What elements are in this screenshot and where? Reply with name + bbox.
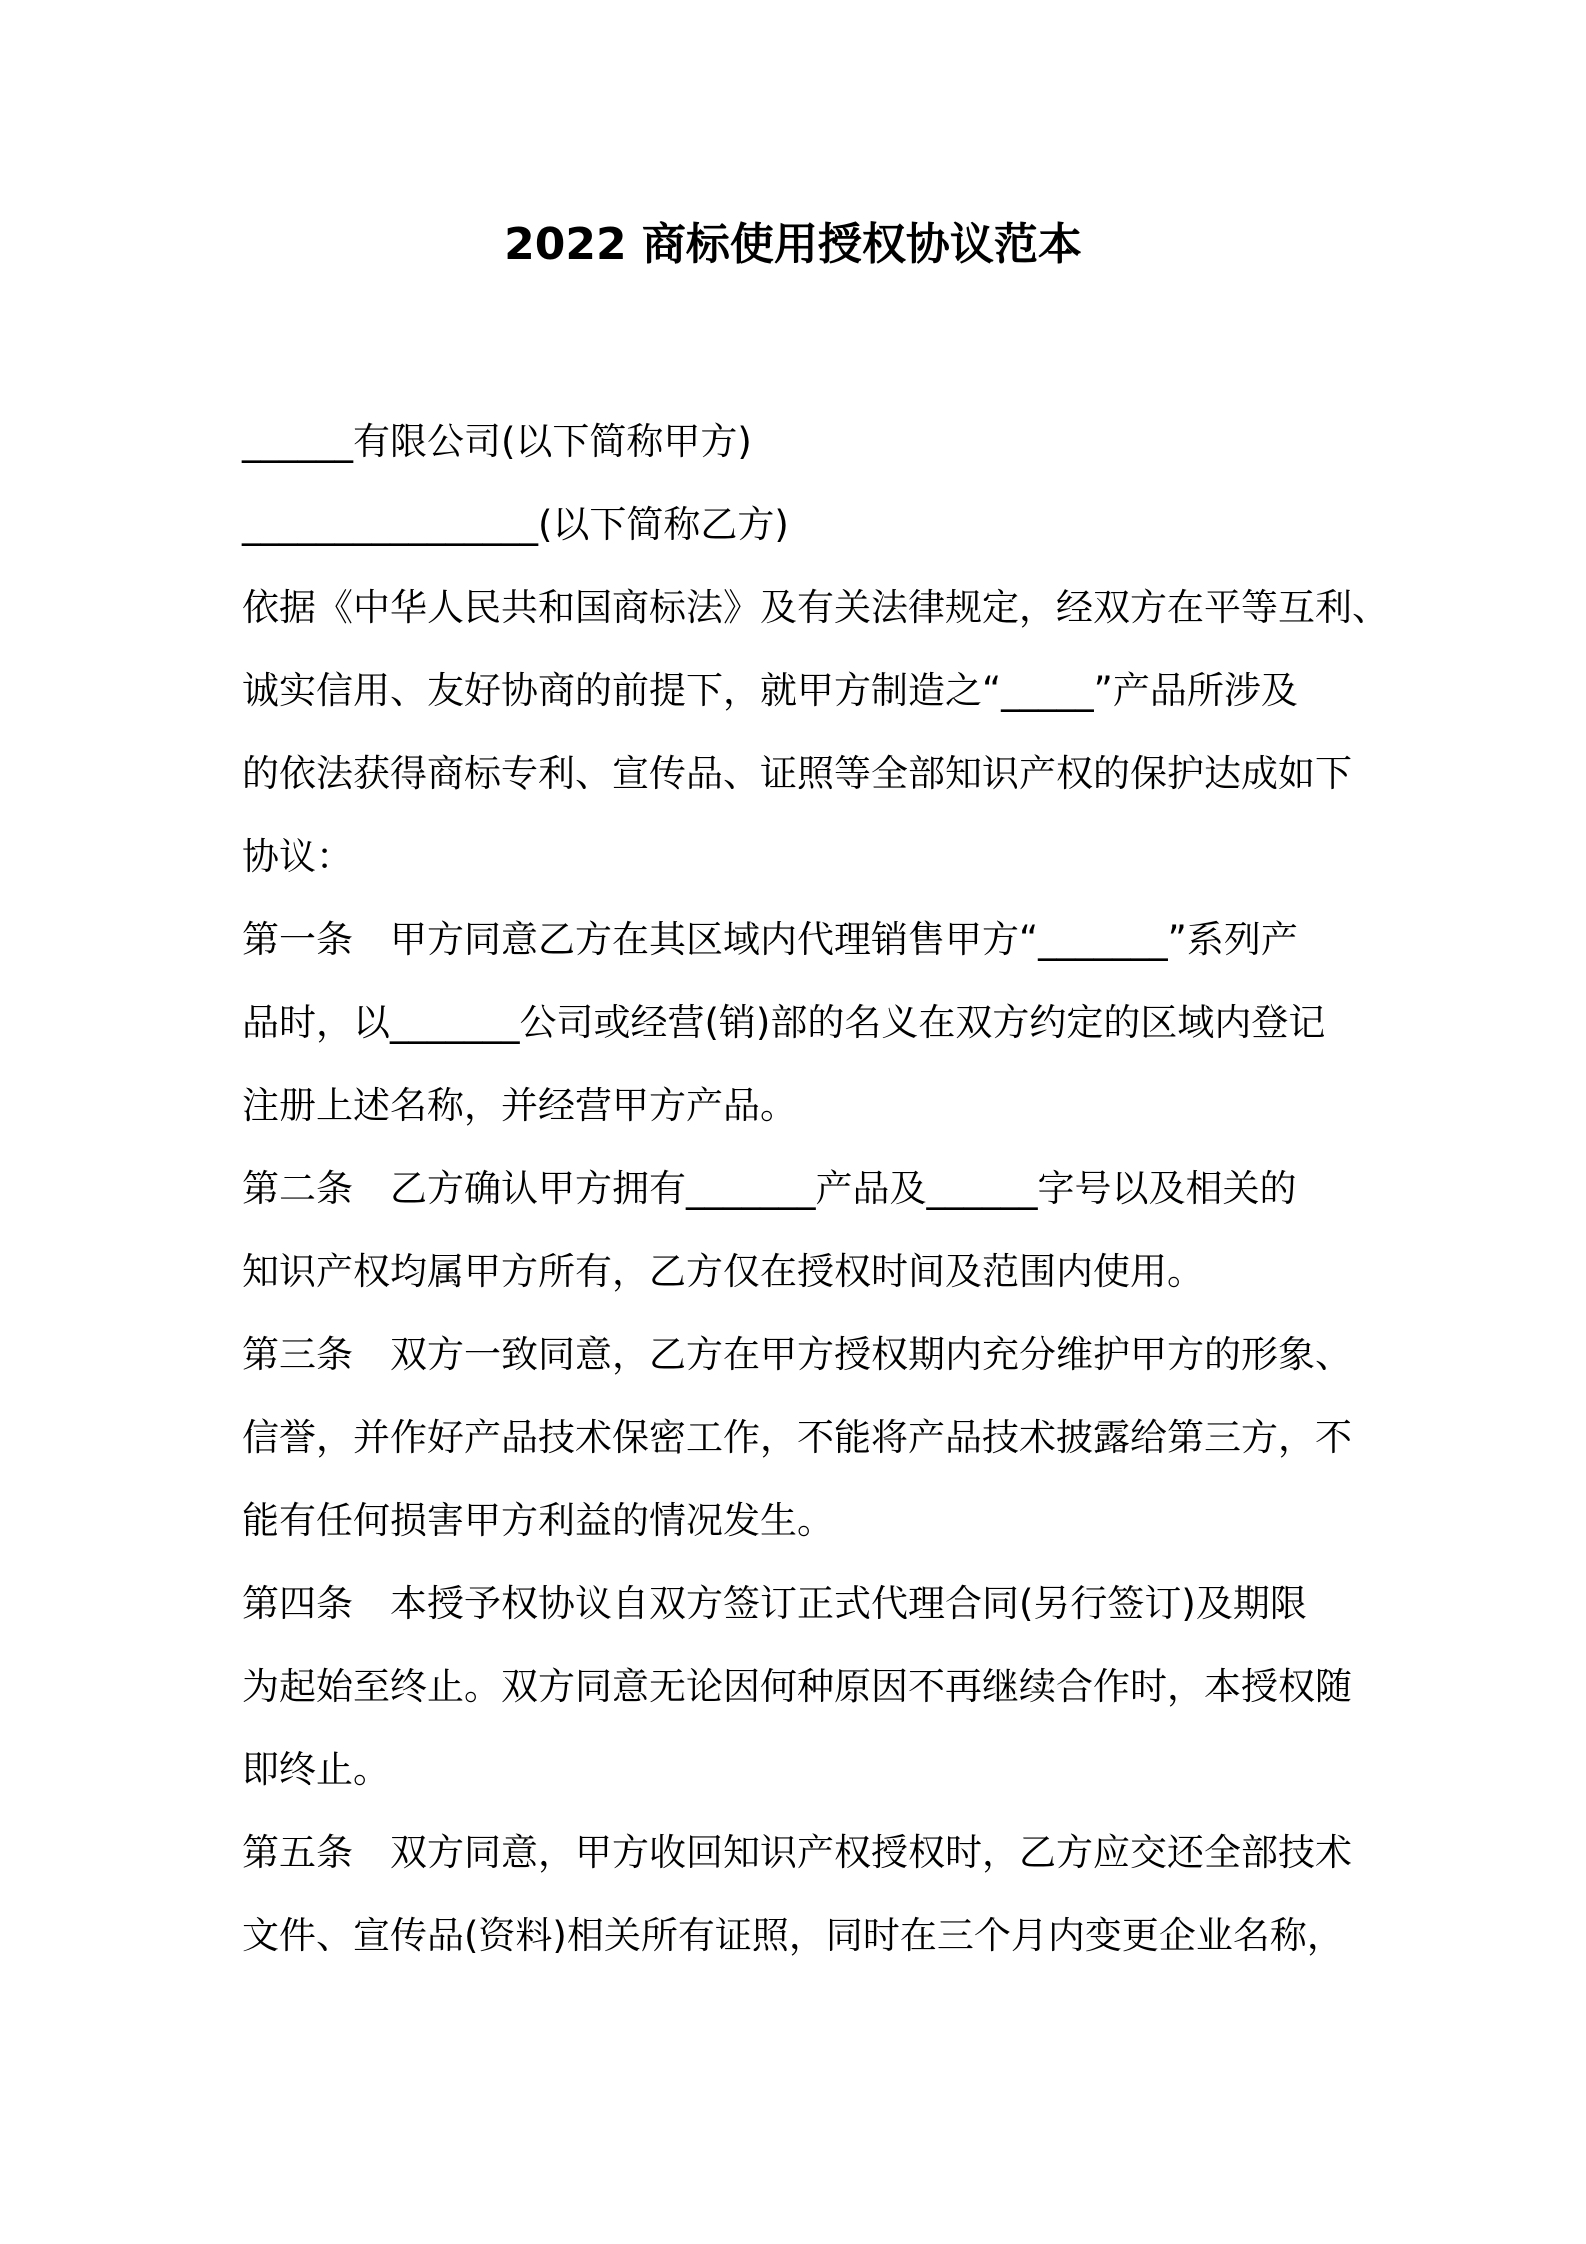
party-b-line: ________________(以下简称乙方) <box>242 503 789 546</box>
article-3-line: 能有任何损害甲方利益的情况发生。 <box>242 1499 834 1542</box>
article-4-line: 即终止。 <box>242 1748 390 1791</box>
article-4-line: 为起始至终止。双方同意无论因何种原因不再继续合作时，本授权随 <box>242 1665 1352 1708</box>
article-1-line: 品时，以_______公司或经营(销)部的名义在双方约定的区域内登记 <box>242 1001 1326 1044</box>
preamble-line: 依据《中华人民共和国商标法》及有关法律规定，经双方在平等互利、 <box>242 586 1389 629</box>
article-5-line: 第五条 双方同意，甲方收回知识产权授权时，乙方应交还全部技术 <box>242 1831 1352 1874</box>
article-4-line: 第四条 本授予权协议自双方签订正式代理合同(另行签订)及期限 <box>242 1582 1307 1625</box>
article-2-line: 知识产权均属甲方所有，乙方仅在授权时间及范围内使用。 <box>242 1250 1204 1293</box>
article-3-line: 第三条 双方一致同意，乙方在甲方授权期内充分维护甲方的形象、 <box>242 1333 1352 1376</box>
document-body <box>242 400 1389 1977</box>
article-3-line: 信誉，并作好产品技术保密工作，不能将产品技术披露给第三方，不 <box>242 1416 1352 1459</box>
article-1-line: 第一条 甲方同意乙方在其区域内代理销售甲方“_______”系列产 <box>242 918 1298 961</box>
preamble-line: 的依法获得商标专利、宣传品、证照等全部知识产权的保护达成如下 <box>242 752 1352 795</box>
party-a-line: ______有限公司(以下简称甲方) <box>242 420 752 463</box>
preamble-line: 协议： <box>242 835 353 878</box>
article-2-line: 第二条 乙方确认甲方拥有_______产品及______字号以及相关的 <box>242 1167 1297 1210</box>
document-title: 2022 商标使用授权协议范本 <box>504 219 1082 270</box>
article-1-line: 注册上述名称，并经营甲方产品。 <box>242 1084 797 1127</box>
preamble-line: 诚实信用、友好协商的前提下，就甲方制造之“_____”产品所涉及 <box>242 669 1298 712</box>
article-5-line: 文件、宣传品(资料)相关所有证照，同时在三个月内变更企业名称， <box>242 1914 1344 1957</box>
